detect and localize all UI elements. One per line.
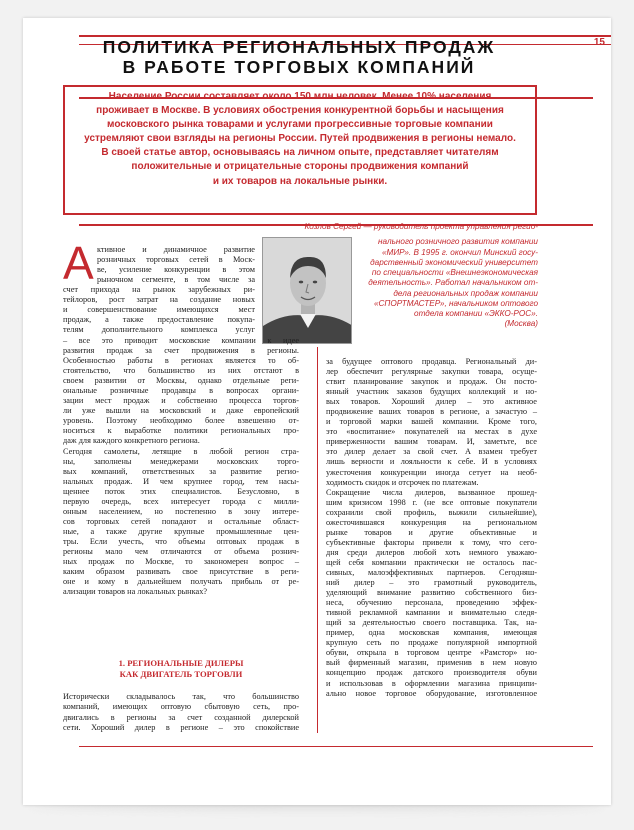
body-line: развития продаж за счет продвижения в регионы. bbox=[63, 346, 299, 356]
author-line: отдела компании «ЭККО-РОС». bbox=[414, 309, 538, 318]
body-line: неса, обучению персонала, проведению эффек- bbox=[326, 598, 537, 608]
lead-line: устремляют свои взгляды на регионы России. Путей продвижения в регионы немало. bbox=[84, 133, 516, 145]
body-line: сов торговых сетей попадают и остальные област- bbox=[63, 516, 299, 526]
body-line: первую очередь, всех интересует города с милли- bbox=[63, 496, 299, 506]
body-line: лишь верности и лояльности к себе. И в условиях bbox=[326, 457, 537, 467]
author-line: «МИР». В 1995 г. окончил Минский госу- bbox=[381, 247, 538, 257]
body-line: вых компаний, ответственных за развитие регио- bbox=[63, 466, 299, 476]
drop-cap: А bbox=[63, 237, 94, 289]
body-line: нальных продаж. И чем крупнее город, тем насы- bbox=[63, 476, 299, 486]
body-line: это «воспитание» покупателей на местах в духе bbox=[326, 427, 537, 437]
body-line: ктивное и динамичное развитие bbox=[97, 245, 255, 254]
body-line: ний дилер – это грамотный руководитель, bbox=[326, 578, 537, 588]
body-line: оне и кому в дальнейшем получать прибыль от ре- bbox=[63, 577, 299, 587]
body-line: и использовав в оформлении магазина принципи- bbox=[326, 678, 537, 688]
body-line: даж для каждого конкретного региона. bbox=[63, 436, 200, 446]
body-line: концепцию продаж датского производителя обуви bbox=[326, 668, 537, 678]
body-line: тивной рекламной кампании и внимательно следя- bbox=[326, 608, 537, 618]
body-line: компаний, имеющих оптовую сбытовую сеть, про- bbox=[63, 702, 299, 712]
author-line: Козлов Сергей — руководитель проекта управления регио- bbox=[304, 222, 538, 231]
body-line: крупную сеть по продаже популярной импортной bbox=[326, 638, 537, 648]
body-line: двигались в регионы за счет созданной дилерской bbox=[63, 712, 299, 722]
author-line: по специальности «Внешнеэкономическая bbox=[371, 268, 538, 277]
body-line: своем развитии от Москвы, однако отдельные реги- bbox=[63, 376, 299, 386]
lead-line: проживает в Москве. В условиях обострения конкурентной борьбы и насыщения bbox=[96, 105, 504, 117]
body-line: ходимость скидок и отсрочек по платежам. bbox=[326, 477, 479, 487]
body-line: ональные розничные продавцы в вопросах органи- bbox=[63, 386, 299, 396]
body-line: ствит планирование закупок и продаж. Он посто- bbox=[326, 377, 537, 387]
lead-line: и их товаров на локальные рынки. bbox=[212, 175, 388, 187]
body-line: щий за деятельностью своего поставщика. Так, на- bbox=[326, 618, 537, 628]
body-line: Сегодня самолеты, летящие в любой регион стра- bbox=[63, 446, 299, 456]
body-line: тры. Если учесть, что объемы оптовых продаж в bbox=[63, 536, 299, 546]
body-line: пример, одна московская компания, имеющая bbox=[326, 628, 537, 638]
column-1-body bbox=[63, 336, 299, 597]
body-line: ли уже вышли на московский и даже европейский bbox=[63, 406, 299, 416]
body-line: ожесточившаяся конкуренция на региональном bbox=[326, 517, 537, 527]
body-line: ных продаж по Москве, то закономерен вопрос – bbox=[63, 557, 299, 567]
body-line: продаж, а также предоставление покупа- bbox=[63, 315, 255, 325]
body-line: ны, заполнены менеджерами московских торго- bbox=[63, 456, 299, 466]
footer-rule bbox=[79, 746, 593, 747]
body-line: носиться к выработке политики региональных про- bbox=[63, 426, 299, 436]
body-line: ные, а также другие крупные промышленные цен- bbox=[63, 526, 299, 536]
author-line: «СПОРТМАСТЕР», начальником оптового bbox=[373, 298, 538, 308]
lead-line: московского рынка товарами и услугами прогрессивные торговые компании bbox=[107, 119, 493, 131]
author-bio bbox=[244, 222, 538, 330]
section-heading-line: 1. РЕГИОНАЛЬНЫЕ ДИЛЕРЫ bbox=[118, 658, 244, 668]
body-line: Особенностью работы в регионах является то об- bbox=[63, 356, 299, 366]
body-line: и торговой марки вашей компании. Кроме того, bbox=[326, 417, 537, 427]
body-line: обуви, открыла в торговом центре «Рамстор» но- bbox=[326, 648, 537, 658]
column-divider bbox=[317, 347, 318, 733]
body-line: лер обеспечит регулярные закупки товара, осуще- bbox=[326, 367, 537, 377]
author-line: дарственный экономический университет bbox=[370, 257, 538, 267]
body-line: стоятельство, что большинство из них отстают в bbox=[63, 366, 299, 376]
body-line: это дилер делает за свой счет. А взамен требует bbox=[326, 447, 537, 457]
body-line: вых товаров. Хороший дилер – это активное bbox=[326, 397, 537, 407]
author-line: (Москва) bbox=[504, 319, 538, 329]
body-line: Исторически складывалось так, что большинство bbox=[63, 692, 299, 701]
title-line: В РАБОТЕ ТОРГОВЫХ КОМПАНИЙ bbox=[122, 57, 476, 77]
body-line: ально новое торговое оборудование, изготовленное bbox=[326, 688, 537, 698]
body-line: уровень. Поэтому необходимо более взвешенно от- bbox=[63, 416, 299, 426]
body-line: приверженности вашим товарам. И, заметьте, все bbox=[326, 437, 537, 447]
page-number: 15 bbox=[593, 37, 605, 48]
article-title bbox=[64, 37, 534, 77]
column-2-body bbox=[326, 357, 537, 699]
column-1-intro bbox=[97, 245, 255, 285]
body-line: вый фирменный магазин, применив в нем новую bbox=[326, 658, 537, 668]
body-line: щеннее поток этих специалистов. Безусловно, в bbox=[63, 486, 299, 496]
body-line: – все это приводит московские компании к идее bbox=[63, 336, 299, 345]
body-line: продвижение ваших товаров в регионе, а зачастую – bbox=[326, 407, 537, 417]
body-line: телям дополнительного комплекса услуг bbox=[63, 325, 255, 335]
body-line: тейлоров, рост затрат на создание новых bbox=[63, 295, 255, 305]
body-line: дня среди дилеров любой хоть немного уважаю- bbox=[326, 547, 537, 557]
body-line: за будущее оптового продавца. Региональный ди- bbox=[326, 357, 537, 366]
author-line: нального розничного развития компании bbox=[378, 237, 538, 247]
lead-line: В своей статье автор, основываясь на личном опыте, представляет читателям bbox=[101, 147, 499, 159]
body-line: сохранили свой профиль, выжили сильнейшие), bbox=[326, 507, 537, 517]
body-line: сети. Хороший дилер в регионе – это спокойствие bbox=[63, 723, 299, 733]
lead-line: Население России составляет около 150 млн человек. Менее 10% населения bbox=[108, 91, 492, 102]
section-heading bbox=[63, 658, 299, 680]
column-1-section-body bbox=[63, 692, 299, 734]
body-line: субъективные факторы привели к тому, что сего- bbox=[326, 537, 537, 547]
body-line: онным населением, но постепенно в зону интере- bbox=[63, 506, 299, 516]
body-line: и совершенствование имеющихся мест bbox=[63, 305, 255, 315]
lead-line: положительные и отрицательные стороны продвижения компаний bbox=[131, 161, 469, 173]
body-line: ужесточения конкуренции иногда сетует на необ- bbox=[326, 467, 537, 477]
article-lead bbox=[73, 90, 527, 189]
body-line: зации мест продаж и собственно процесса торгов- bbox=[63, 396, 299, 406]
author-line: деятельность». Работал начальником от- bbox=[368, 278, 538, 288]
body-line: сивных, малоэффективных партнеров. Сегодняш- bbox=[326, 567, 537, 577]
body-line: регионы мало чем отличаются от объема рознич- bbox=[63, 546, 299, 556]
body-line: рыночном сегменте, в том числе за bbox=[97, 275, 255, 285]
body-line: ализации товаров на локальных рынках? bbox=[63, 587, 208, 597]
body-line: каким образом развивать свое присутствие в реги- bbox=[63, 567, 299, 577]
body-line: розничных торговых сетей в Моск- bbox=[97, 255, 255, 265]
section-heading-line: КАК ДВИГАТЕЛЬ ТОРГОВЛИ bbox=[119, 669, 243, 679]
author-line: дела региональных продаж компании bbox=[393, 288, 538, 298]
body-line: шим кризисом 1998 г. (не все оптовые покупатели bbox=[326, 497, 537, 507]
column-1-intro-wide bbox=[63, 285, 255, 335]
body-line: ве, усиление конкуренции в этом bbox=[97, 265, 255, 275]
body-line: Сокращение числа дилеров, вызванное прошед- bbox=[326, 487, 537, 497]
title-line: ПОЛИТИКА РЕГИОНАЛЬНЫХ ПРОДАЖ bbox=[102, 37, 496, 57]
body-line: уделяющий внимание развитию собственного биз- bbox=[326, 588, 537, 598]
body-line: рынке товаров и другие объективные и bbox=[326, 527, 537, 537]
body-line: счет прихода на рынок зарубежных ри- bbox=[63, 285, 255, 294]
body-line: щей себя компании практически не осталось пас- bbox=[326, 557, 537, 567]
body-line: янный участник заказов будущих коллекций и но- bbox=[326, 387, 537, 397]
